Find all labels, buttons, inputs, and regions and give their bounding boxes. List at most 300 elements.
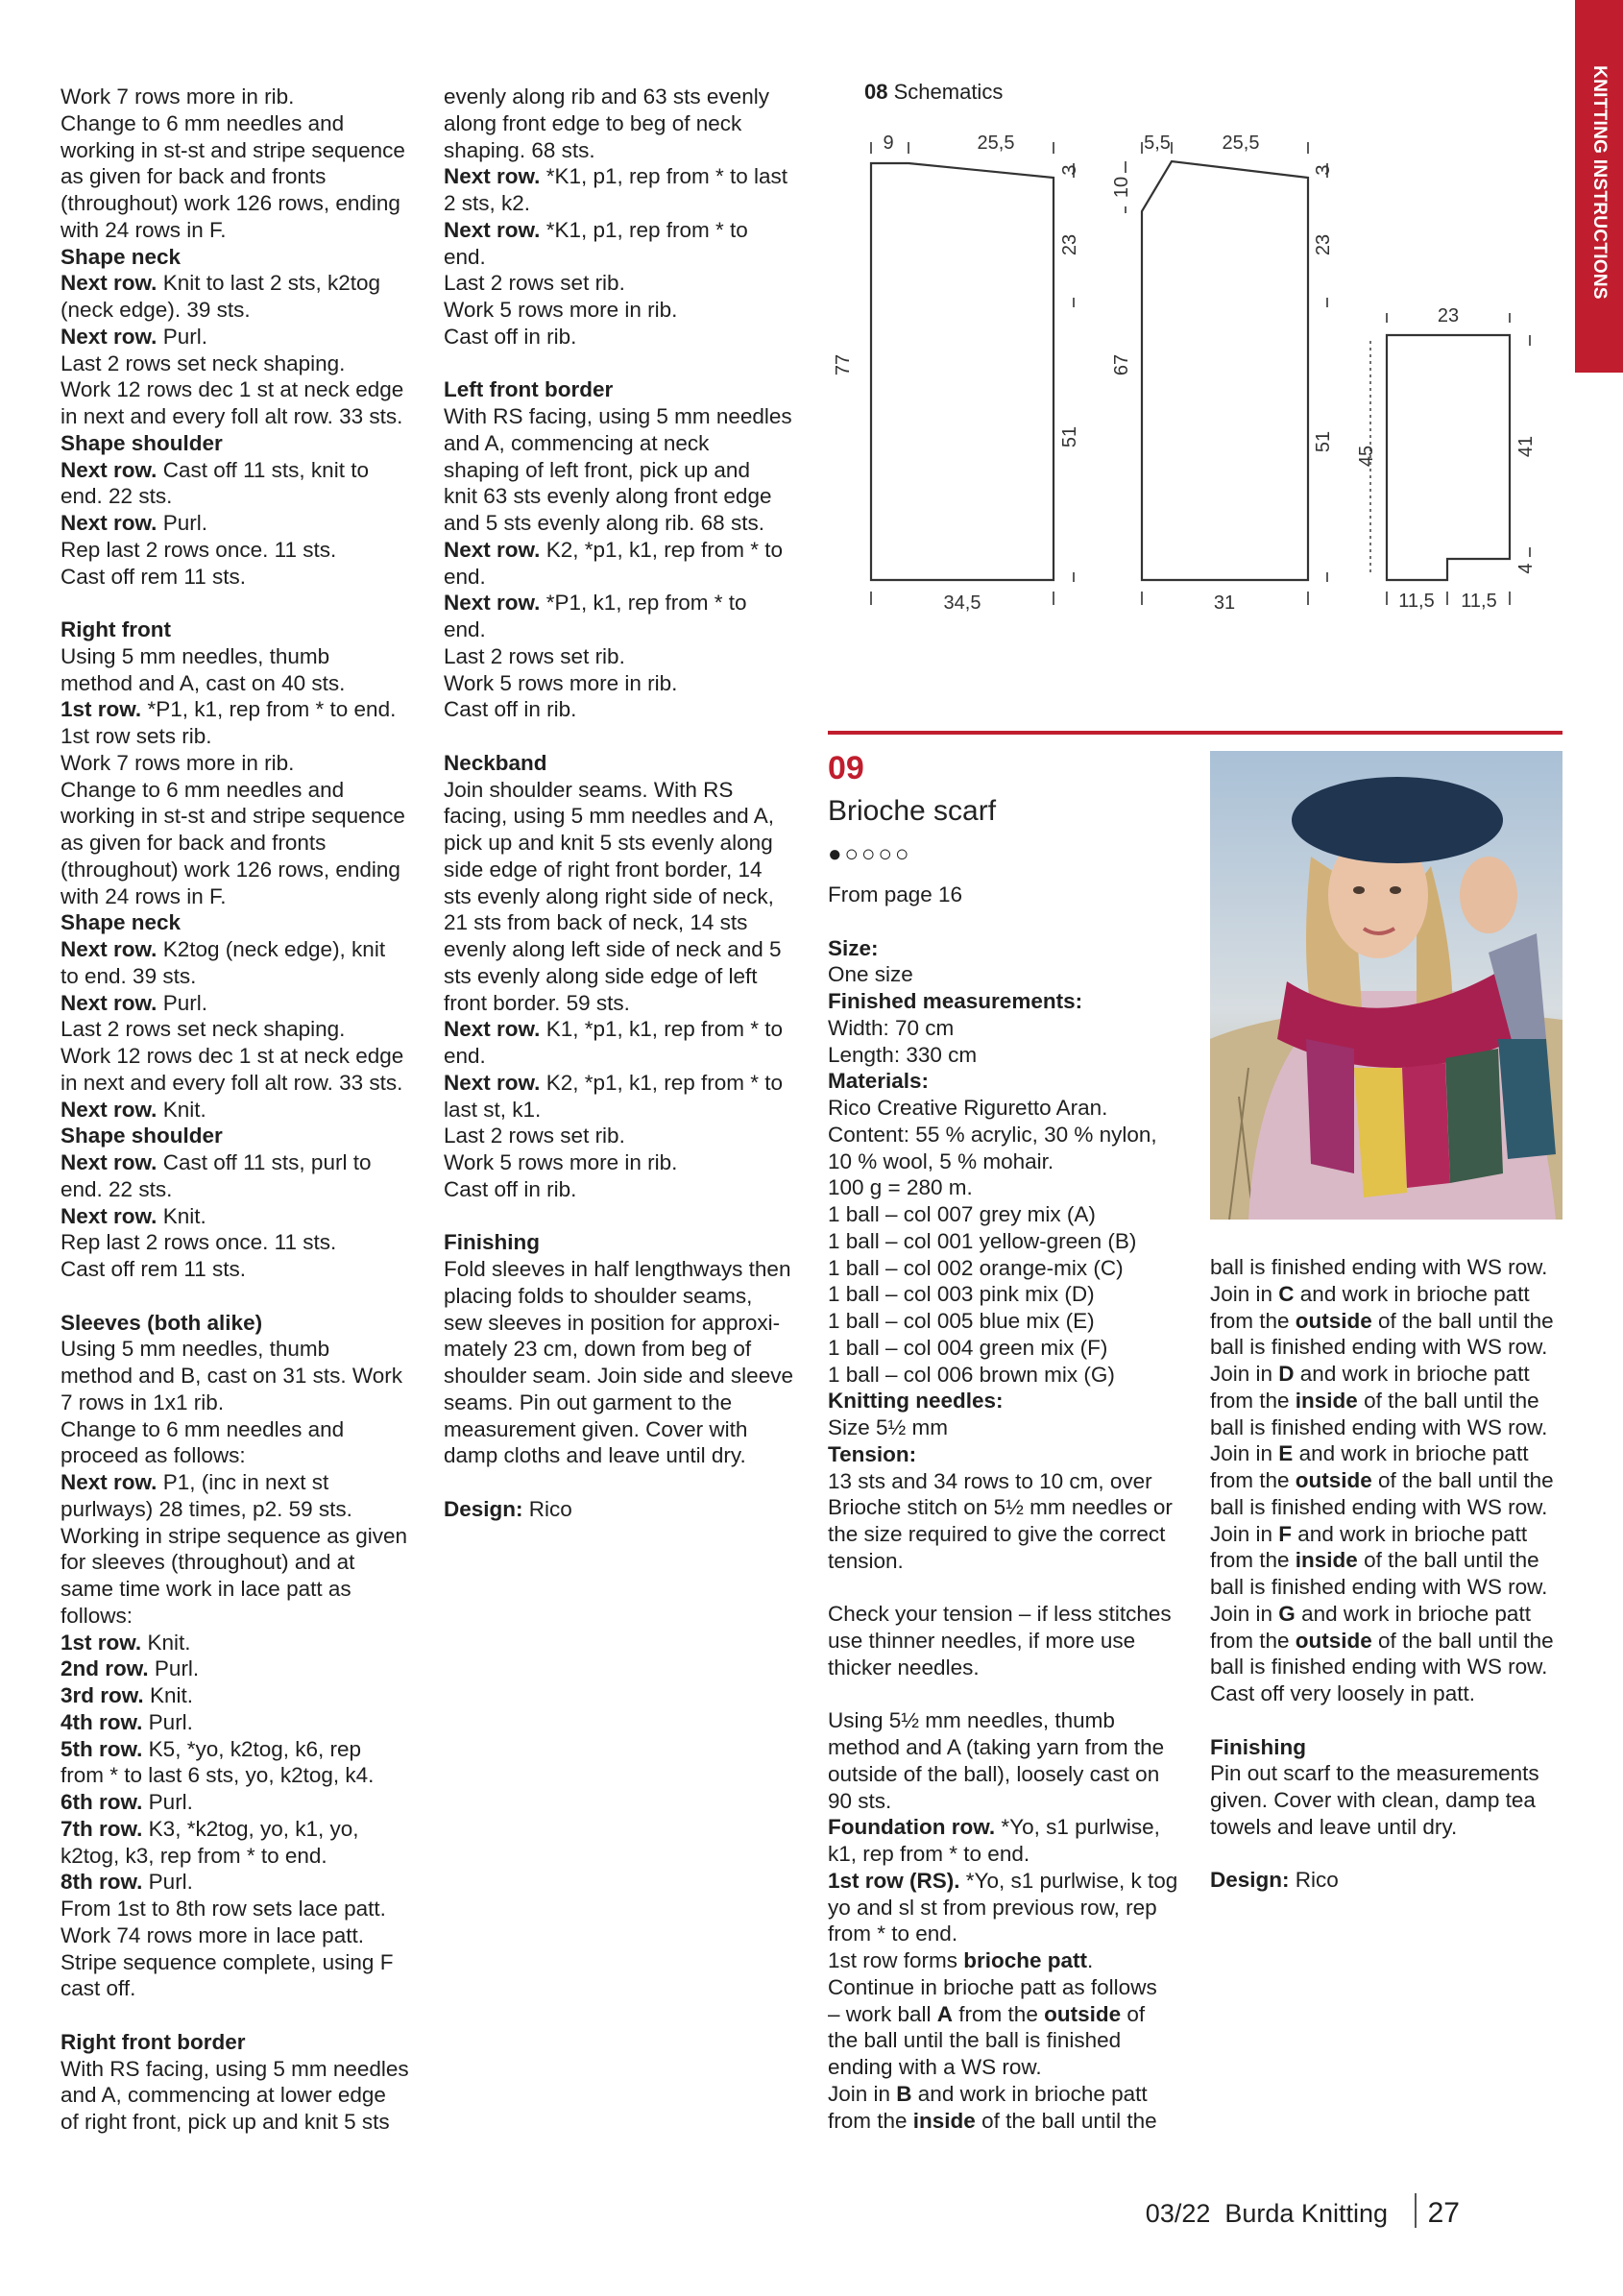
text-line — [61, 1922, 435, 1949]
bold-text: Next row. — [444, 537, 541, 562]
text-run: of the ball until the — [975, 2108, 1157, 2133]
scarf-photo — [1210, 751, 1562, 1220]
bold-text: Next row. — [61, 457, 157, 482]
text-line — [61, 244, 435, 271]
text-line — [444, 137, 818, 164]
text-line — [61, 990, 435, 1017]
text-run: 1st row sets rib. — [61, 724, 212, 748]
text-run: of the ball until the — [1371, 1468, 1554, 1492]
text-run: follows: — [61, 1603, 133, 1628]
text-line — [61, 616, 435, 643]
difficulty-dot-empty-icon: ○ — [861, 841, 879, 867]
text-line — [61, 324, 435, 350]
text-line — [828, 2054, 1202, 2081]
text-run: Join in — [828, 2081, 897, 2106]
text-line — [444, 1310, 818, 1337]
text-run: same time work in lace patt as — [61, 1577, 351, 1601]
text-line — [61, 1390, 435, 1416]
text-line — [61, 777, 435, 804]
text-line — [444, 1416, 818, 1443]
text-run: from the — [828, 2108, 913, 2133]
text-run: k2tog, k3, rep from * to end. — [61, 1843, 327, 1868]
text-line — [61, 883, 435, 910]
bold-text: E — [1278, 1441, 1294, 1466]
text-line — [828, 1228, 1202, 1255]
text-run: method and B, cast on 31 sts. Work — [61, 1364, 403, 1388]
text-run: Knit. — [157, 1097, 206, 1122]
text-line — [828, 1628, 1202, 1655]
text-line — [444, 1149, 818, 1176]
text-run: Work 7 rows more in rib. — [61, 750, 295, 775]
bold-text: G — [1278, 1601, 1296, 1626]
text-run: use thinner needles, if more use — [828, 1629, 1136, 1653]
text-run: end. 22 sts. — [61, 1176, 173, 1201]
section-tab-label: KNITTING INSTRUCTIONS — [1589, 65, 1610, 300]
text-run: sew sleeves in position for approxi- — [444, 1310, 781, 1335]
text-run: Check your tension – if less stitches — [828, 1602, 1172, 1627]
text-run: Last 2 rows set neck shaping. — [61, 350, 346, 375]
text-line — [61, 1949, 435, 1976]
text-run: Brioche stitch on 5½ mm needles or — [828, 1495, 1173, 1520]
text-run: From page 16 — [828, 882, 963, 906]
text-line — [444, 244, 818, 271]
text-line — [61, 1709, 435, 1736]
text-run: Change to 6 mm needles and — [61, 110, 345, 135]
text-line — [61, 1523, 435, 1550]
difficulty-dot-empty-icon: ○ — [895, 841, 912, 867]
text-line — [61, 1416, 435, 1443]
text-line — [61, 1043, 435, 1070]
text-line — [828, 2027, 1202, 2054]
text-run: From 1st to 8th row sets lace patt. — [61, 1897, 386, 1921]
text-line — [828, 882, 1202, 908]
text-line — [444, 803, 818, 830]
text-line — [828, 935, 1202, 962]
spacer — [828, 1681, 1202, 1708]
text-line — [61, 1310, 435, 1337]
bold-text: Knitting needles: — [828, 1389, 1004, 1414]
text-run: Cast off in rib. — [444, 324, 577, 349]
text-line — [61, 190, 435, 217]
text-line — [1210, 1760, 1575, 1787]
text-run: of the ball until the — [1357, 1388, 1539, 1413]
text-run: *Yo, s1 purlwise, — [995, 1815, 1160, 1840]
column-4 — [1210, 1254, 1575, 1894]
text-run: last st, k1. — [444, 1097, 542, 1122]
spacer — [444, 723, 818, 750]
text-run: of right front, pick up and knit 5 sts — [61, 2110, 390, 2134]
text-run: 1 ball – col 007 grey mix (A) — [828, 1202, 1096, 1226]
text-line — [828, 1521, 1202, 1548]
text-line — [61, 297, 435, 324]
difficulty-dot-empty-icon: ○ — [878, 841, 895, 867]
text-run: K2, *p1, k1, rep from * to — [540, 1070, 784, 1095]
difficulty-rating — [828, 841, 912, 868]
pattern-divider — [828, 731, 1562, 735]
text-run: end. 22 sts. — [61, 484, 173, 509]
text-line — [828, 1042, 1202, 1069]
spacer — [1210, 1841, 1575, 1868]
bold-text: inside — [912, 2108, 976, 2133]
text-line — [444, 1176, 818, 1203]
text-line — [828, 1148, 1202, 1175]
page-number: 27 — [1427, 2197, 1460, 2229]
front-outline — [1142, 161, 1308, 580]
text-line — [61, 909, 435, 936]
text-run: Cast off 11 sts, knit to — [157, 457, 369, 482]
text-run: end. — [444, 617, 486, 641]
back-total-label: 77 — [833, 353, 854, 376]
text-run: and work in brioche patt — [1294, 1362, 1530, 1386]
text-run: 1 ball – col 001 yellow-green (B) — [828, 1228, 1137, 1253]
text-line — [61, 857, 435, 883]
text-line — [61, 1336, 435, 1363]
text-line — [61, 537, 435, 564]
text-run: from the — [1210, 1628, 1296, 1653]
sleeve-length-label: 45 — [1356, 445, 1377, 468]
text-run: ball is finished ending with WS row. — [1210, 1575, 1548, 1599]
text-line — [444, 564, 818, 591]
bold-text: Design: — [1210, 1868, 1290, 1893]
text-run: working in st-st and stripe sequence — [61, 137, 405, 162]
text-run: Change to 6 mm needles and — [61, 1416, 345, 1441]
text-run: purlways) 28 times, p2. 59 sts. — [61, 1496, 352, 1521]
text-line — [1210, 1654, 1575, 1680]
text-run: from * to last 6 sts, yo, k2tog, k4. — [61, 1763, 375, 1788]
text-run: sts evenly along right side of neck, — [444, 883, 774, 908]
text-line — [61, 1896, 435, 1922]
text-line — [828, 1868, 1202, 1895]
bold-text: F — [1278, 1521, 1293, 1546]
bold-text: Next row. — [61, 511, 157, 535]
bold-text: Next row. — [61, 324, 157, 349]
text-run: Knit. — [141, 1630, 191, 1655]
back-shoulder-label: 9 — [883, 133, 894, 154]
front-shoulder-label: 5,5 — [1144, 133, 1171, 154]
text-line — [61, 2109, 435, 2136]
text-line — [444, 403, 818, 430]
text-line — [1210, 1814, 1575, 1841]
back-width-label: 34,5 — [943, 592, 981, 614]
text-line — [1210, 1361, 1575, 1388]
text-run: from the — [1210, 1308, 1296, 1333]
text-line — [444, 1336, 818, 1363]
text-run: Join in — [1210, 1521, 1279, 1546]
text-line — [61, 1762, 435, 1789]
text-run: 2 sts, k2. — [444, 191, 531, 215]
text-line — [828, 961, 1202, 988]
text-line — [828, 1707, 1202, 1734]
spacer — [61, 590, 435, 616]
bold-text: Materials: — [828, 1069, 930, 1094]
footer-issue — [1146, 2199, 1388, 2229]
text-run: Cast off in rib. — [444, 1176, 577, 1201]
text-line — [61, 1576, 435, 1603]
text-line — [61, 1736, 435, 1763]
text-run: end. — [444, 564, 486, 589]
text-run: 1st row forms — [828, 1948, 964, 1972]
text-line — [828, 1734, 1202, 1761]
bold-text: Left front border — [444, 377, 614, 402]
text-line — [61, 750, 435, 777]
text-line — [444, 510, 818, 537]
text-line — [61, 1123, 435, 1149]
front-shoulder-drop-label: 3 — [1313, 164, 1334, 176]
text-run: and work in brioche patt — [1292, 1521, 1528, 1546]
bold-text: brioche patt — [963, 1948, 1088, 1972]
text-line — [61, 1549, 435, 1576]
text-run: ball is finished ending with WS row. — [1210, 1655, 1548, 1680]
text-run: method and A (taking yarn from the — [828, 1735, 1165, 1759]
text-run: K2, *p1, k1, rep from * to — [540, 537, 784, 562]
sleeve-half-b-label: 11,5 — [1461, 591, 1497, 612]
text-run: ball is finished ending with WS row. — [1210, 1494, 1548, 1519]
text-run: side edge of right front border, 14 — [444, 857, 763, 882]
bold-text: 4th row. — [61, 1709, 143, 1734]
text-run: evenly along left side of neck and 5 — [444, 937, 782, 961]
text-line — [444, 909, 818, 936]
bold-text: Tension: — [828, 1441, 917, 1466]
text-run: 10 % wool, 5 % mohair. — [828, 1148, 1054, 1173]
text-run: seams. Pin out garment to the — [444, 1390, 733, 1414]
column-2 — [444, 84, 818, 1523]
bold-text: Size: — [828, 935, 879, 960]
text-line — [61, 1442, 435, 1469]
text-line — [61, 803, 435, 830]
text-run: evenly along rib and 63 sts evenly — [444, 85, 769, 109]
text-run: *P1, k1, rep from * to end. — [141, 697, 397, 722]
text-line — [444, 990, 818, 1017]
text-line — [61, 483, 435, 510]
spacer — [828, 1575, 1202, 1602]
text-run: end. — [444, 1044, 486, 1068]
text-run: of the ball until the — [1371, 1628, 1554, 1653]
text-run: Last 2 rows set neck shaping. — [61, 1017, 346, 1042]
text-line — [61, 163, 435, 190]
text-line — [444, 1496, 818, 1523]
text-line — [444, 1283, 818, 1310]
bold-text: Next row. — [61, 1097, 157, 1122]
text-line — [444, 616, 818, 643]
text-line — [444, 84, 818, 110]
text-line — [1210, 1388, 1575, 1414]
bold-text: 1st row. — [61, 697, 142, 722]
text-line — [61, 696, 435, 723]
text-line — [444, 1229, 818, 1256]
text-line — [61, 1229, 435, 1256]
text-run: Knit to last 2 sts, k2tog — [157, 271, 381, 296]
text-run: with 24 rows in F. — [61, 883, 227, 908]
text-line — [444, 1256, 818, 1283]
text-line — [444, 190, 818, 217]
text-run: (neck edge). 39 sts. — [61, 298, 251, 322]
text-run: and work in brioche patt — [1293, 1441, 1529, 1466]
text-line — [828, 1335, 1202, 1362]
bold-text: 1st row. — [61, 1630, 142, 1655]
text-line — [828, 2081, 1202, 2108]
text-line — [61, 110, 435, 137]
text-run: Using 5 mm needles, thumb — [61, 643, 330, 668]
text-line — [444, 1123, 818, 1149]
text-run: from the — [1210, 1548, 1296, 1573]
text-line — [1210, 1787, 1575, 1814]
text-line — [444, 883, 818, 910]
text-run: 21 sts from back of neck, 14 sts — [444, 910, 748, 935]
text-line — [444, 963, 818, 990]
text-line — [61, 1816, 435, 1843]
bold-text: Finishing — [1210, 1734, 1306, 1759]
text-line — [61, 670, 435, 697]
text-run: *P1, k1, rep from * to — [540, 591, 747, 616]
text-run: 1 ball – col 002 orange-mix (C) — [828, 1255, 1124, 1280]
bold-text: 8th row. — [61, 1870, 143, 1895]
text-line — [61, 936, 435, 963]
text-line — [1210, 1281, 1575, 1308]
text-run: damp cloths and leave until dry. — [444, 1443, 746, 1468]
bold-text: Right front border — [61, 2029, 246, 2054]
text-run: Length: 330 cm — [828, 1042, 978, 1067]
text-run: measurement given. Cover with — [444, 1416, 748, 1441]
text-run: in next and every foll alt row. 33 sts. — [61, 404, 403, 428]
text-run: in next and every foll alt row. 33 sts. — [61, 1070, 403, 1095]
text-run: Cast off very loosely in patt. — [1210, 1681, 1475, 1705]
text-line — [444, 270, 818, 297]
bold-text: 2nd row. — [61, 1656, 149, 1681]
column-1 — [61, 84, 435, 2136]
text-line — [61, 430, 435, 457]
text-run: cast off. — [61, 1976, 136, 2001]
text-run: for sleeves (throughout) and at — [61, 1550, 355, 1575]
text-line — [61, 2029, 435, 2056]
text-line — [444, 1043, 818, 1070]
bold-text: inside — [1295, 1388, 1358, 1413]
text-run: as given for back and fronts — [61, 164, 327, 189]
text-line — [1210, 1867, 1575, 1894]
text-line — [828, 1601, 1202, 1628]
text-line — [828, 1841, 1202, 1868]
text-line — [1210, 1440, 1575, 1467]
text-line — [1210, 1494, 1575, 1521]
text-run: outside of the ball), loosely cast on — [828, 1761, 1160, 1786]
text-run: Work 5 rows more in rib. — [444, 298, 678, 322]
text-line — [444, 537, 818, 564]
text-line — [444, 777, 818, 804]
text-run: sts evenly along side edge of left — [444, 963, 758, 988]
text-line — [444, 857, 818, 883]
bold-text: Shape neck — [61, 910, 182, 935]
text-line — [444, 457, 818, 484]
page-footer — [1056, 2193, 1537, 2232]
text-line — [1210, 1574, 1575, 1601]
spacer — [61, 2002, 435, 2029]
sleeve-side-label: 41 — [1515, 435, 1537, 458]
bold-text: outside — [1295, 1308, 1372, 1333]
text-line — [828, 1468, 1202, 1495]
text-line — [1210, 1680, 1575, 1707]
schematics-heading — [864, 79, 1003, 106]
text-run: Knit. — [157, 1203, 206, 1228]
text-line — [61, 1496, 435, 1523]
text-run: 90 sts. — [828, 1788, 892, 1813]
text-line — [444, 297, 818, 324]
text-line — [828, 1122, 1202, 1148]
text-run: Cast off rem 11 sts. — [61, 564, 246, 589]
bold-text: Shape shoulder — [61, 1124, 223, 1148]
text-run: Cast off in rib. — [444, 697, 577, 722]
text-run: Change to 6 mm needles and — [61, 777, 345, 802]
text-line — [444, 324, 818, 350]
text-line — [61, 1469, 435, 1496]
text-run: ball is finished ending with WS row. — [1210, 1255, 1548, 1279]
text-line — [61, 1656, 435, 1682]
back-armhole-label: 23 — [1059, 233, 1080, 256]
text-line — [828, 1974, 1202, 2001]
text-line — [61, 963, 435, 990]
text-line — [444, 1016, 818, 1043]
spacer — [444, 1469, 818, 1496]
text-run: 1 ball – col 005 blue mix (E) — [828, 1309, 1095, 1333]
text-line — [444, 590, 818, 616]
front-neck-depth-label: 10 — [1111, 176, 1132, 199]
bold-text: D — [1278, 1362, 1295, 1386]
text-line — [828, 1947, 1202, 1974]
text-run: – work ball — [828, 2001, 937, 2026]
text-run: Rico — [1289, 1868, 1339, 1893]
text-line — [444, 163, 818, 190]
text-line — [61, 350, 435, 377]
text-line — [1210, 1547, 1575, 1574]
text-line — [61, 1149, 435, 1176]
schematics-diagram — [828, 125, 1562, 624]
sleeve-outline — [1387, 335, 1510, 580]
schematics-title: Schematics — [893, 80, 1004, 104]
text-line — [61, 217, 435, 244]
text-run: of the ball until the — [1357, 1548, 1539, 1573]
text-line — [61, 1630, 435, 1656]
text-run: Last 2 rows set rib. — [444, 1124, 625, 1148]
pattern-number: 09 — [828, 750, 864, 786]
text-run: Work 12 rows dec 1 st at neck edge — [61, 377, 404, 402]
text-line — [61, 1603, 435, 1630]
text-run: Work 12 rows dec 1 st at neck edge — [61, 1044, 404, 1068]
text-line — [61, 1789, 435, 1816]
footer-divider — [1415, 2193, 1417, 2228]
text-run: ball is finished ending with WS row. — [1210, 1414, 1548, 1439]
text-line — [444, 1097, 818, 1124]
text-run: Continue in brioche patt as follows — [828, 1974, 1157, 1999]
text-line — [61, 830, 435, 857]
text-line — [1210, 1308, 1575, 1335]
text-line — [61, 403, 435, 430]
text-line — [1210, 1467, 1575, 1494]
text-run: Work 74 rows more in lace patt. — [61, 1922, 364, 1947]
text-run: *K1, p1, rep from * to last — [540, 164, 788, 189]
text-run: Join in — [1210, 1441, 1279, 1466]
text-line — [828, 2108, 1202, 2135]
bold-text: Right front — [61, 617, 171, 641]
bold-text: A — [936, 2001, 954, 2026]
text-run: 100 g = 280 m. — [828, 1175, 973, 1200]
text-line — [444, 750, 818, 777]
text-run: Rep last 2 rows once. 11 sts. — [61, 537, 337, 562]
bold-text: Next row. — [61, 1470, 157, 1494]
text-run: from the — [1210, 1468, 1296, 1492]
text-line — [828, 1388, 1202, 1414]
text-run: Using 5½ mm needles, thumb — [828, 1708, 1115, 1733]
bold-text: Next row. — [61, 1203, 157, 1228]
text-line — [828, 1788, 1202, 1815]
text-line — [444, 936, 818, 963]
